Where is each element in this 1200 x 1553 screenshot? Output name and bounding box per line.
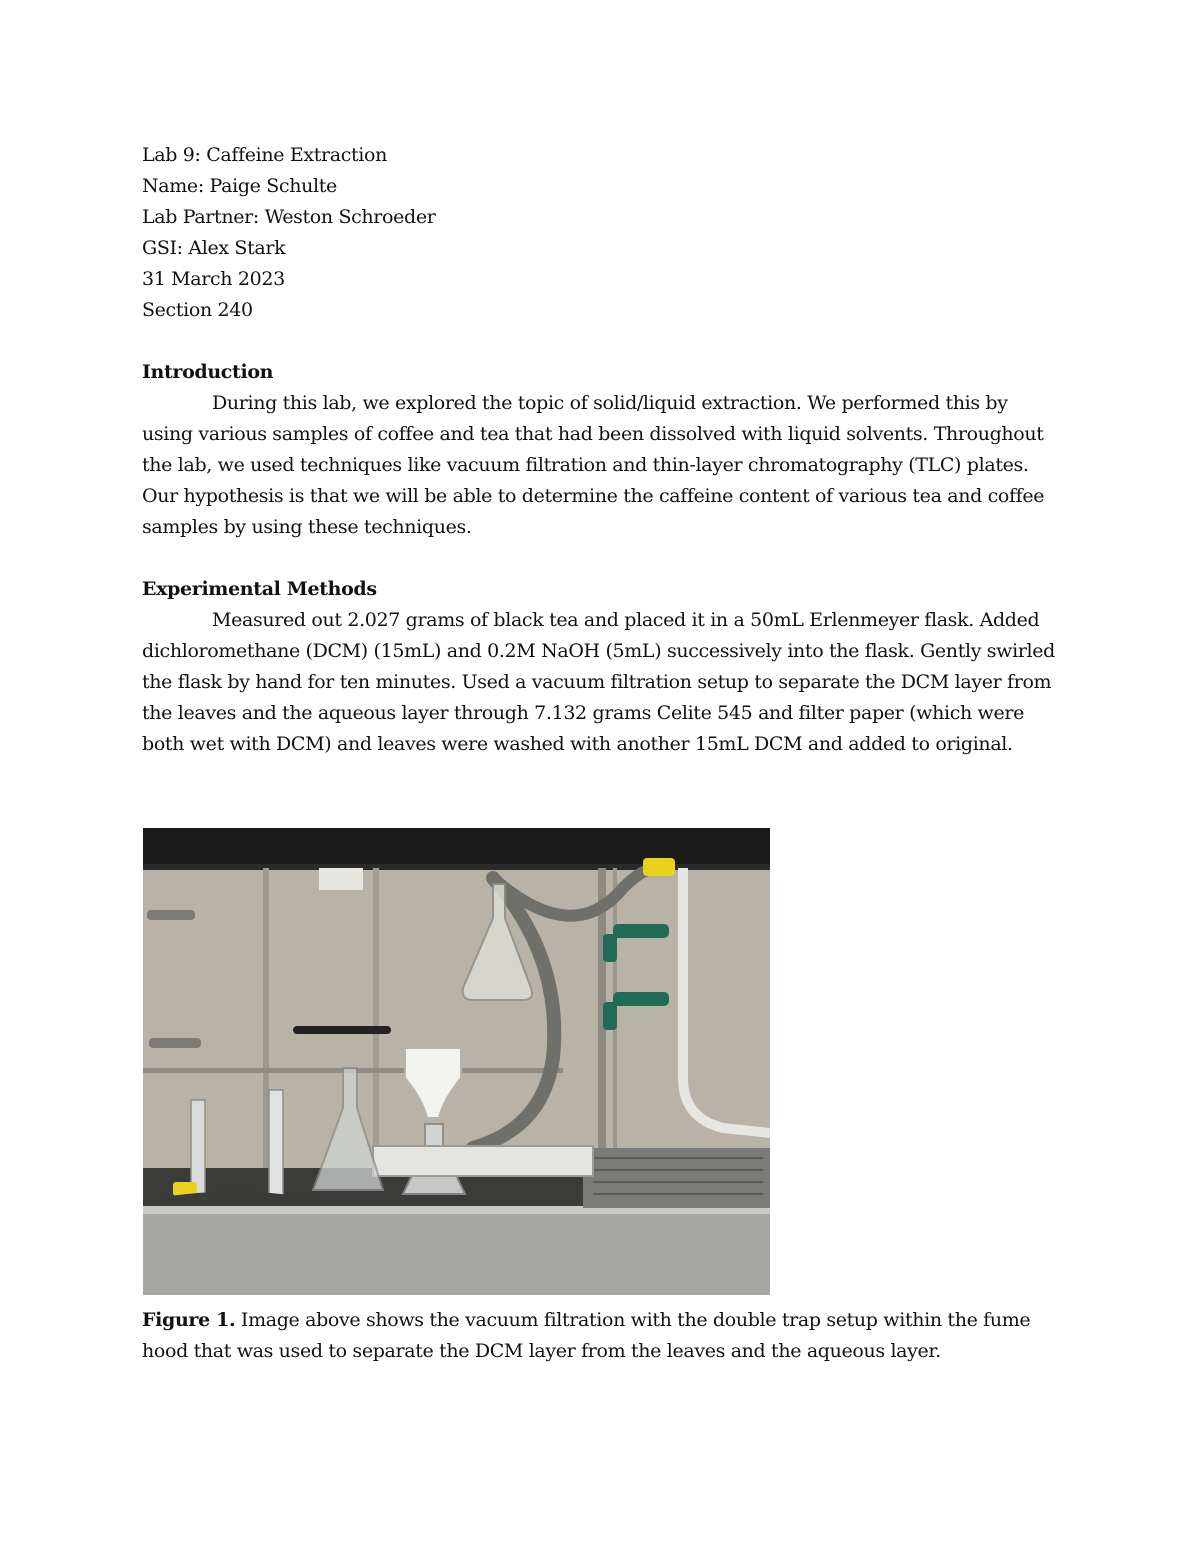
gsi-name: GSI: Alex Stark	[142, 237, 286, 259]
figure-photo-vacuum-filtration	[143, 828, 770, 1295]
introduction-heading: Introduction	[142, 361, 274, 383]
lab-setup-photo-illustration	[143, 828, 770, 1295]
figure-caption-text: Image above shows the vacuum filtration with the double trap setup within the fume hood that was used to separate the DCM layer from the leaves and the aqueous layer.	[142, 1309, 1031, 1362]
report-date: 31 March 2023	[142, 268, 285, 290]
student-name: Name: Paige Schulte	[142, 175, 337, 197]
section-number: Section 240	[142, 299, 253, 321]
figure-caption	[142, 1305, 1062, 1367]
methods-heading: Experimental Methods	[142, 578, 377, 600]
lab-title: Lab 9: Caffeine Extraction	[142, 144, 388, 166]
document-body	[142, 140, 1062, 760]
lab-partner: Lab Partner: Weston Schroeder	[142, 206, 436, 228]
figure-label: Figure 1.	[142, 1309, 236, 1331]
introduction-paragraph: During this lab, we explored the topic of solid/liquid extraction. We performed this by using various samples of coffee and tea that had been dissolved with liquid solvents. Throughout the lab, we used techniques like vacuum filtration and thin-layer chromatography (TLC) plates. Our hypothesis is that we will be able to determine the caffeine content of various tea and coffee samples by using these techniques.	[142, 392, 1045, 538]
methods-paragraph: Measured out 2.027 grams of black tea and placed it in a 50mL Erlenmeyer flask. Added dichloromethane (DCM) (15mL) and 0.2M NaOH (5mL) successively into the flask. Gently swirled the flask by hand for ten minutes. Used a vacuum filtration setup to separate the DCM layer from the leaves and the aqueous layer through 7.132 grams Celite 545 and filter paper (which were both wet with DCM) and leaves were washed with another 15mL DCM and added to original.	[142, 609, 1055, 755]
document-header	[142, 140, 1062, 326]
